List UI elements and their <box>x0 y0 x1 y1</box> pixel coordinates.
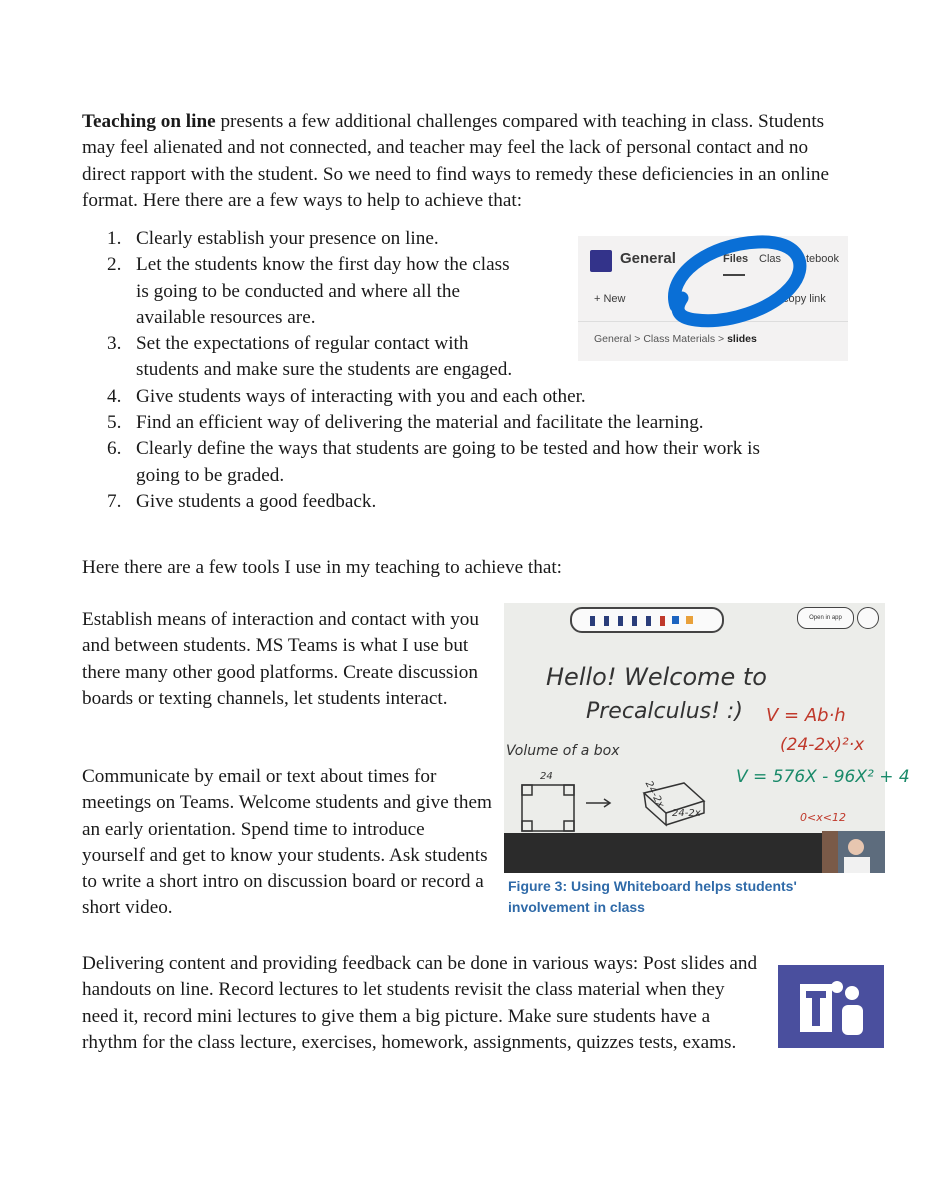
highlight-circle <box>578 236 848 361</box>
presenter-video <box>822 831 885 873</box>
wb-dim-1: 24 <box>540 771 553 782</box>
tab-notebook: tebook <box>806 253 840 265</box>
channel-title: General <box>620 250 676 267</box>
list-item <box>82 410 760 436</box>
teams-icon <box>778 965 884 1048</box>
wb-course: Precalculus! :) <box>586 699 743 724</box>
tab-class-materials: Clas <box>759 253 782 265</box>
list-item-line: is going to be conducted and where all the <box>136 280 460 302</box>
list-item-line: Set the expectations of regular contact with <box>136 333 469 355</box>
list-item-line: Clearly define the ways that students are going to be tested and how their work is <box>136 438 760 460</box>
list-item <box>82 384 760 410</box>
list-item-number: 1. <box>107 228 122 249</box>
teams-screenshot <box>578 236 848 361</box>
tab-files: Files <box>723 253 749 265</box>
communication-paragraph: Communicate by email or text about times for meetings on Teams. Welcome students and give them an early orientation. Spend time to introduce yourself and get to know your students. Ask students to write a short intro on discussion board or record a short video. <box>82 766 492 919</box>
list-item-line: students and make sure the students are engaged. <box>136 359 513 381</box>
breadcrumb-general: General <box>594 333 632 345</box>
breadcrumb-class-materials: Class Materials <box>643 333 716 345</box>
copy-link-button: copy link <box>783 293 826 305</box>
list-item-line: going to be graded. <box>136 464 285 486</box>
wb-formula-3: V = 576X - 96X² + 4 <box>736 767 910 787</box>
whiteboard-screenshot <box>504 603 910 873</box>
wb-greeting: Hello! Welcome to <box>546 663 767 691</box>
list-item-line: Give students ways of interacting with you and each other. <box>136 385 586 407</box>
list-item-number: 7. <box>107 490 122 512</box>
breadcrumb-slides: slides <box>727 333 757 345</box>
list-item-line: Give students a good feedback. <box>136 490 377 512</box>
list-item <box>82 489 760 515</box>
list-item <box>82 436 760 489</box>
list-item-number: 2. <box>107 254 122 276</box>
intro-bold: Teaching on line <box>82 111 216 132</box>
list-item-number: 6. <box>107 438 122 460</box>
figure-caption: Figure 3: Using Whiteboard helps students' involvement in class <box>508 878 797 915</box>
list-item-number: 5. <box>107 412 122 434</box>
breadcrumb: General > Class Materials > slides <box>594 333 757 345</box>
list-item-line: Find an efficient way of delivering the material and facilitate the learning. <box>136 412 704 434</box>
list-item-line: available resources are. <box>136 306 316 328</box>
presenter-icon <box>822 831 885 873</box>
interaction-paragraph: Establish means of interaction and contact with you and between students. MS Teams is what I use but there many other good platforms. Create discussion boards or texting channels, let students interact. <box>82 609 479 709</box>
wb-volume-label: Volume of a box <box>506 743 620 759</box>
intro-paragraph <box>82 109 852 214</box>
list-item-line: Clearly establish your presence on line. <box>136 228 439 249</box>
intro-text: presents a few additional challenges compared with teaching in class. Students may feel alienated and not connected, and teacher may feel the lack of personal contact and no direct rapport with the student. So we need to find ways to remedy these deficiencies in an online format. Here there are a few ways to help to achieve that: <box>82 111 830 211</box>
list-item-number: 4. <box>107 385 122 407</box>
list-item-number: 3. <box>107 333 122 355</box>
list-item-line: Let the students know the first day how the class <box>136 254 510 276</box>
wb-domain: 0<x<12 <box>800 811 846 824</box>
ms-teams-logo <box>778 965 884 1048</box>
wb-dim-2: 24-2x <box>642 779 666 810</box>
delivery-paragraph: Delivering content and providing feedback can be done in various ways: Post slides and handouts on line. Record lectures to let students revisit the class material when they need it, record mini lectures to give them a big picture. Make sure students have a rhythm for the class lecture, exercises, homework, assignments, quizzes tests, exams. <box>82 953 758 1053</box>
wb-formula-1: V = Ab·h <box>766 705 846 726</box>
tools-heading: Here there are a few tools I use in my teaching to achieve that: <box>82 557 563 578</box>
wb-formula-2: (24-2x)²·x <box>780 735 865 755</box>
wb-dim-3: 24-2x <box>672 808 701 819</box>
new-button: + New <box>594 293 626 305</box>
open-in-app-button: Open in app <box>797 607 854 629</box>
